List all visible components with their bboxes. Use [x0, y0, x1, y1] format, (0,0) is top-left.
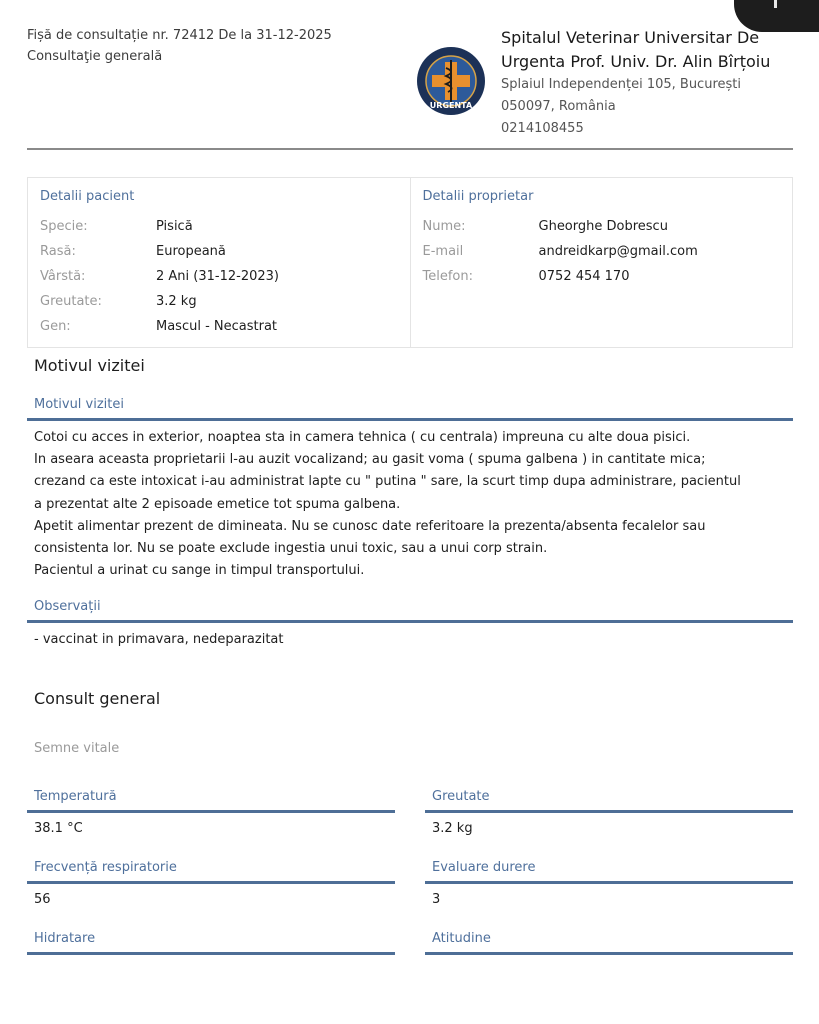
reason-line: In aseara aceasta proprietarii l-au auzit vocalizand; au gasit voma ( spuma galbena ) in cantitate mica; [34, 452, 706, 468]
reason-line: crezand ca este intoxicat i-au administrat lapte cu " putina " sare, la scurt timp dupa administrare, pacientul [34, 474, 741, 490]
patient-row [40, 239, 398, 264]
vital-label-attitude: Atitudine [425, 931, 793, 955]
owner-label: E-mail [422, 244, 464, 259]
vital-label-weight: Greutate [425, 789, 793, 813]
reason-line: a prezentat alte 2 episoade emetice tot spuma galbena. [34, 496, 401, 512]
vital-label-pain-score: Evaluare durere [425, 860, 793, 884]
patient-value: 3.2 kg [156, 294, 197, 309]
observations-text: - vaccinat in primavara, nedeparazitat [34, 632, 284, 647]
vital-value-respiratory-rate: 56 [34, 892, 51, 907]
observations-label: Observații [27, 599, 793, 623]
hospital-emblem-icon [416, 46, 486, 116]
patient-details [28, 178, 410, 347]
document-title: Fișă de consultație nr. 72412 De la 31-12-2025 [27, 28, 332, 43]
reason-line: Apetit alimentar prezent de dimineata. Nu se cunosc date referitoare la prezenta/absenta fecalelor sau [34, 518, 706, 534]
owner-row [423, 214, 781, 239]
clinic-name: Spitalul Veterinar Universitar De Urgenta Prof. Univ. Dr. Alin Bîrțoiu [501, 28, 771, 71]
reason-label: Motivul vizitei [27, 397, 793, 421]
clinic-info [501, 26, 791, 140]
patient-label: Vârstă: [40, 269, 86, 284]
document-header [27, 26, 793, 150]
clinic-address-line2: 050097, România [501, 99, 616, 114]
clinic-phone: 0214108455 [501, 121, 584, 136]
vital-value-weight: 3.2 kg [432, 821, 473, 836]
owner-value: Gheorghe Dobrescu [538, 219, 668, 234]
reason-line: Pacientul a urinat cu sange in timpul transportului. [34, 563, 365, 579]
patient-details-title: Detalii pacient [40, 189, 135, 204]
consult-section-title: Consult general [34, 689, 161, 708]
owner-email[interactable]: andreidkarp@gmail.com [538, 244, 698, 259]
vital-label-temperature: Temperatură [27, 789, 395, 813]
vital-label-hydration: Hidratare [27, 931, 395, 955]
vital-value-temperature: 38.1 °C [34, 821, 83, 836]
patient-label: Rasă: [40, 244, 76, 259]
patient-label: Greutate: [40, 294, 102, 309]
vital-value-pain-score: 3 [432, 892, 441, 907]
visit-section-title: Motivul vizitei [34, 356, 145, 375]
owner-phone[interactable]: 0752 454 170 [538, 269, 630, 284]
reason-line: Cotoi cu acces in exterior, noaptea sta in camera tehnica ( cu centrala) impreuna cu alte doua pisici. [34, 430, 691, 445]
owner-row [423, 239, 781, 264]
owner-label: Nume: [422, 219, 466, 234]
patient-value: Pisică [156, 219, 193, 234]
vitals-label: Semne vitale [34, 741, 120, 756]
logo-text: URGENTA [429, 101, 473, 110]
owner-details [410, 178, 793, 347]
patient-value: Europeană [156, 244, 226, 259]
patient-row [40, 214, 398, 239]
owner-row [423, 264, 781, 289]
owner-details-title: Detalii proprietar [422, 189, 534, 204]
patient-label: Gen: [40, 319, 71, 334]
patient-row [40, 264, 398, 289]
patient-value: Mascul - Necastrat [156, 319, 278, 334]
reason-line: consistenta lor. Nu se poate exclude ingestia unui toxic, sau a unui corp strain. [34, 541, 548, 557]
patient-value: 2 Ani (31-12-2023) [156, 269, 279, 284]
clinic-address-line1: Splaiul Independenței 105, București [501, 77, 741, 92]
patient-row [40, 289, 398, 314]
patient-label: Specie: [40, 219, 88, 234]
owner-label: Telefon: [422, 269, 473, 284]
patient-row [40, 314, 398, 339]
details-panel [27, 177, 793, 348]
document-subtitle: Consultaţie generală [27, 49, 163, 64]
vital-label-respiratory-rate: Frecvență respiratorie [27, 860, 395, 884]
handle-icon [774, 0, 777, 8]
reason-text [34, 427, 794, 582]
